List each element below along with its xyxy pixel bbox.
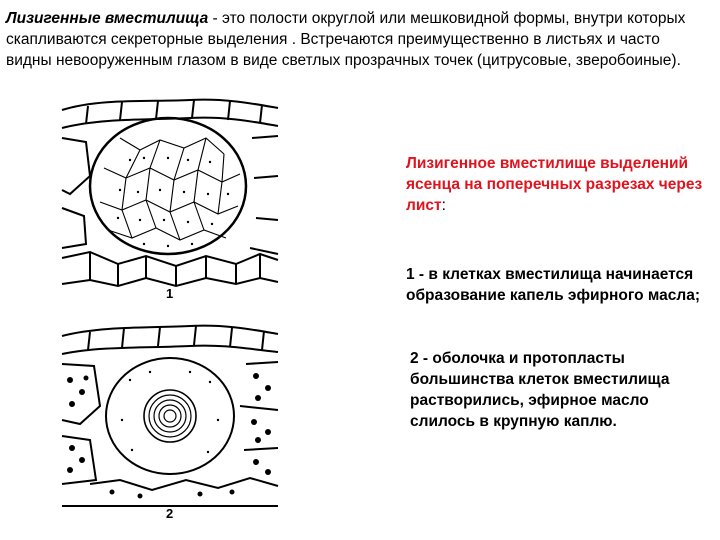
figure-caption (406, 153, 706, 216)
intro-term: Лизигенные вместилища (6, 10, 209, 27)
note-figure-2: 2 - оболочка и протопласты большинства клеток вместилища растворились, эфирное масло слилось в крупную каплю. (410, 350, 670, 430)
figure-1-label: 1 (166, 286, 174, 301)
figure-1-drawing (60, 98, 280, 288)
figure-2-label: 2 (166, 506, 174, 521)
intro-text: - это полости округлой или мешковидной формы, внутри которых скапливаются секреторные выделения . Встречаются преимущественно в листьях и часто видны невооруженным глазом в виде светлых прозрачных точек (цитрусовые, зверобоиные). (6, 10, 686, 69)
intro-paragraph (6, 8, 706, 71)
caption-text: Лизигенное вместилище выделений ясенца на поперечных разрезах через лист (406, 155, 703, 214)
figure-2-drawing (60, 320, 280, 508)
caption-colon: : (441, 197, 446, 214)
note-figure-1: 1 - в клетках вместилища начинается образование капель эфирного масла; (406, 266, 701, 304)
